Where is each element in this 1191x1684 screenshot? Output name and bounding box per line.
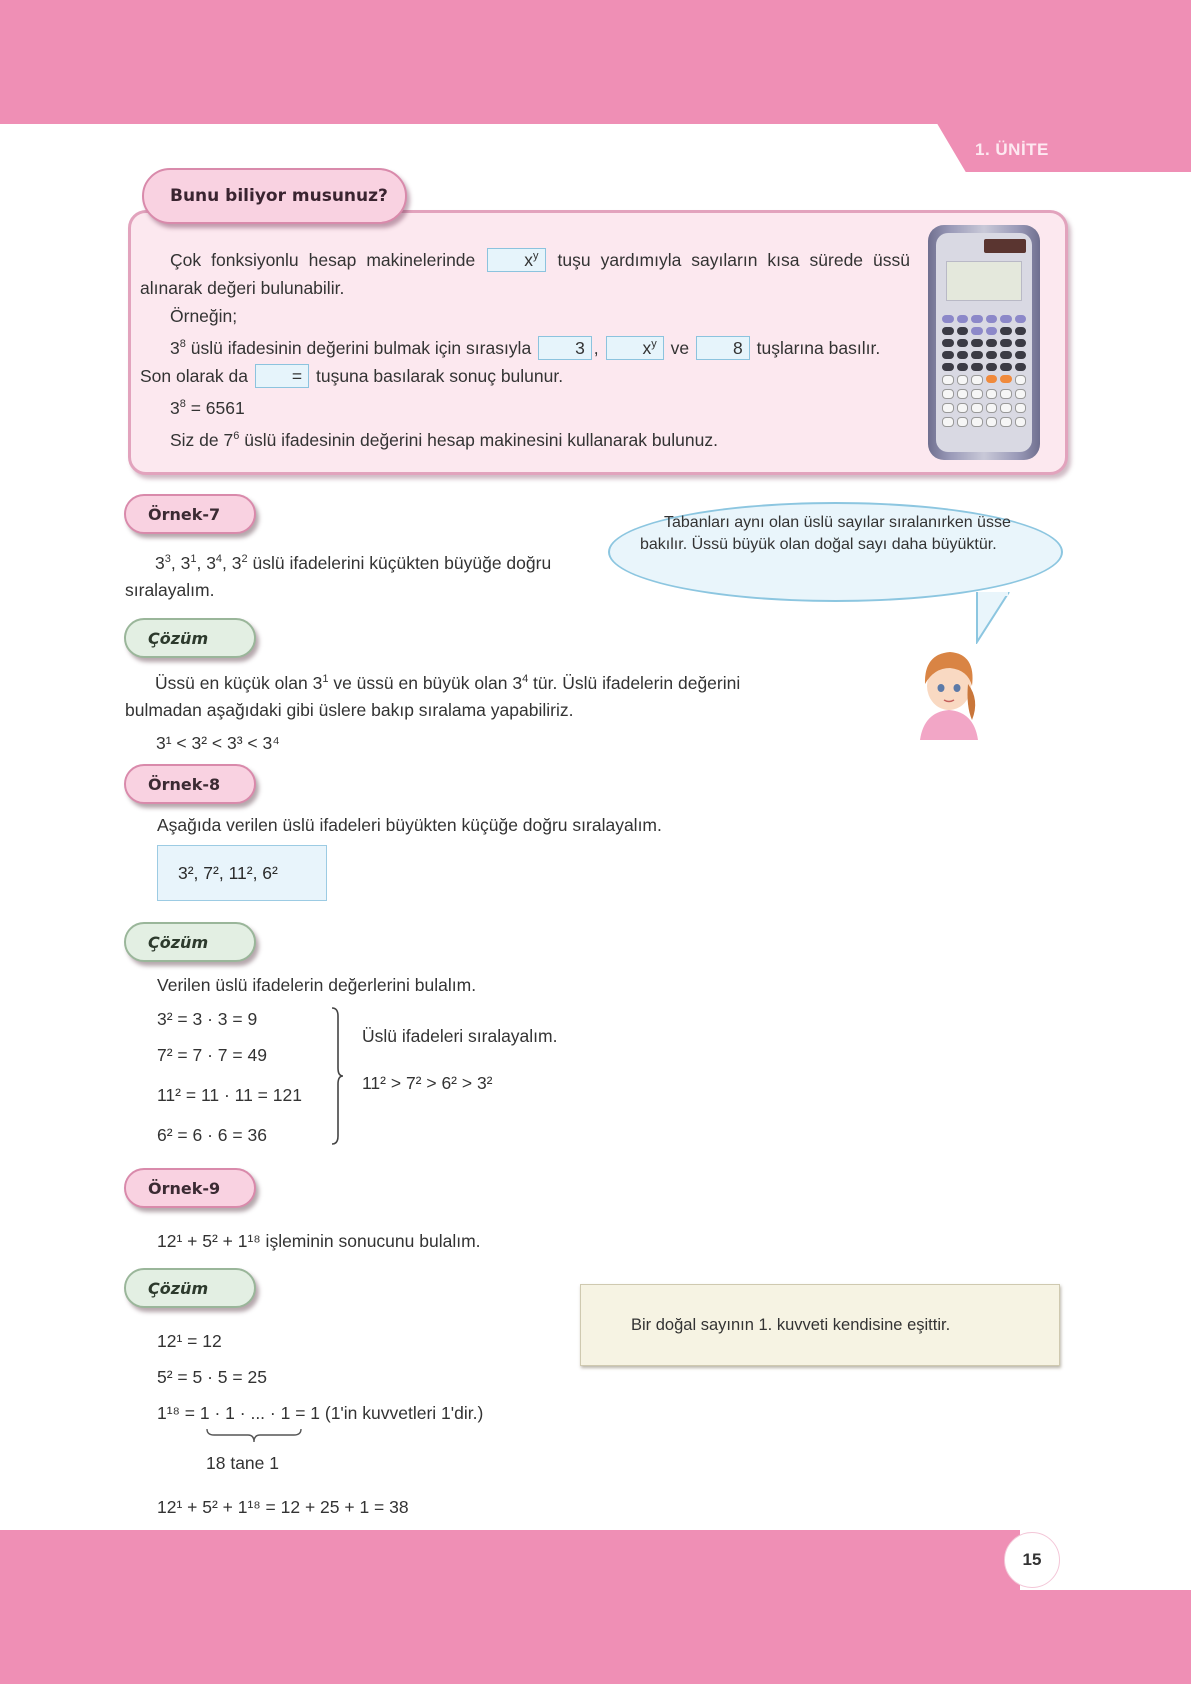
xy-key-icon: $x^y$ bbox=[606, 336, 664, 360]
unit-tab bbox=[935, 120, 1191, 172]
solar-panel bbox=[984, 239, 1026, 253]
info-line3c: tuşuna basılarak sonuç bulunur. bbox=[315, 366, 564, 386]
calculator-screen bbox=[946, 261, 1022, 301]
example7-label: Örnek-7 bbox=[124, 494, 256, 534]
example8-question: Aşağıda verilen üslü ifadeleri büyükten küçüğe doğru sıralayalım. bbox=[157, 815, 662, 835]
girl-character-icon bbox=[910, 640, 988, 740]
info-line1b: tuşu yardımıyla sayıların kısa sürede üssü alınarak değeri bulunabilir. bbox=[140, 250, 910, 298]
example7-solution-text: Üssü en küçük olan $3^1$ ve üssü en büyük olan $3^4$ tür. Üslü ifadelerin değerini bulmadan aşağıdaki gibi üslere bakıp sıralama yapabiliriz. bbox=[125, 673, 741, 720]
right-brace-icon bbox=[330, 1006, 344, 1146]
example7-solution-label: Çözüm bbox=[124, 618, 256, 658]
example8-calc-4: 6² = 6 · 6 = 36 bbox=[157, 1125, 267, 1145]
speech-bubble-tail-icon bbox=[975, 592, 1011, 644]
example7-order: 3¹ < 3² < 3³ < 3⁴ bbox=[156, 733, 280, 753]
example8-intro: Verilen üslü ifadelerin değerlerini bulalım. bbox=[157, 975, 477, 995]
example8-order-label: Üslü ifadeleri sıralayalım. bbox=[362, 1026, 558, 1046]
xy-key-icon: $x^y$ bbox=[487, 248, 545, 272]
example8-calc-1: 3² = 3 · 3 = 9 bbox=[157, 1009, 258, 1029]
calculator-icon bbox=[928, 225, 1040, 460]
example8-calc-3: 11² = 11 · 11 = 121 bbox=[157, 1085, 302, 1105]
speech-bubble-text: Tabanları aynı olan üslü sayılar sıralanırken üsse bakılır. Üssü büyük olan doğal sayı daha büyüktür. bbox=[640, 514, 1011, 553]
example9-question: 12¹ + 5² + 1¹⁸ işleminin sonucunu bulalım. bbox=[157, 1231, 481, 1251]
example9-step-1: 12¹ = 12 bbox=[157, 1331, 222, 1351]
example8-label: Örnek-8 bbox=[124, 764, 256, 804]
info-line3b: tuşlarına basılır. Son olarak da bbox=[140, 338, 881, 386]
example9-solution-label: Çözüm bbox=[124, 1268, 256, 1308]
example9-step-3: 1¹⁸ = 1 · 1 · ... · 1 = 1 (1'in kuvvetleri 1'dir.) bbox=[157, 1403, 484, 1423]
example9-label: Örnek-9 bbox=[124, 1168, 256, 1208]
page-number: 15 bbox=[1004, 1532, 1060, 1588]
note-box: Bir doğal sayının 1. kuvveti kendisine eşittir. bbox=[580, 1284, 1060, 1366]
example9-step-2: 5² = 5 · 5 = 25 bbox=[157, 1367, 267, 1387]
info-box-text: Çok fonksiyonlu hesap makinelerinde $x^y$ tuşu yardımıyla sayıların kısa sürede üssü alınarak değeri bulunabilir. Örneğin; $3^8$ üslü ifadesinin değerini bulmak için sırasıyla 3 , $x^y$ ve 8 tuşlarına basılır. Son olarak da = tuşuna basılarak sonuç bulunur. $3^8 = 6561$ Siz de $7^6$ üslü ifadesinin değerini hesap makinesini kullanarak bulunuz. bbox=[140, 246, 910, 454]
key-8: 8 bbox=[696, 336, 750, 360]
example8-calc-2: 7² = 7 · 7 = 49 bbox=[157, 1045, 267, 1065]
info-line2: Örneğin; bbox=[170, 306, 238, 326]
info-box-title: Bunu biliyor musunuz? bbox=[142, 168, 407, 224]
key-3: 3 bbox=[538, 336, 592, 360]
unit-label: 1. ÜNİTE bbox=[975, 140, 1049, 159]
example7-question: $3^3$, $3^1$, $3^4$, $3^2$ üslü ifadelerini küçükten büyüğe doğru sıralayalım. bbox=[125, 553, 552, 600]
header-band bbox=[0, 0, 1191, 124]
info-line1a: Çok fonksiyonlu hesap makinelerinde bbox=[170, 250, 476, 270]
example9-brace-label: 18 tane 1 bbox=[206, 1453, 279, 1473]
example8-order: 11² > 7² > 6² > 3² bbox=[362, 1073, 493, 1093]
example8-expressions-box: 3², 7², 11², 6² bbox=[157, 845, 327, 901]
example8-solution-label: Çözüm bbox=[124, 922, 256, 962]
info-line3a: üslü ifadesinin değerini bulmak için sırasıyla bbox=[190, 338, 532, 358]
underbrace-icon bbox=[206, 1428, 302, 1444]
info-result: $3^8 = 6561$ bbox=[170, 398, 245, 418]
calculator-keys bbox=[942, 315, 1026, 427]
key-equals: = bbox=[255, 364, 309, 388]
info-task: Siz de $7^6$ üslü ifadesinin değerini hesap makinesini kullanarak bulunuz. bbox=[170, 430, 718, 450]
example9-final: 12¹ + 5² + 1¹⁸ = 12 + 25 + 1 = 38 bbox=[157, 1497, 409, 1517]
